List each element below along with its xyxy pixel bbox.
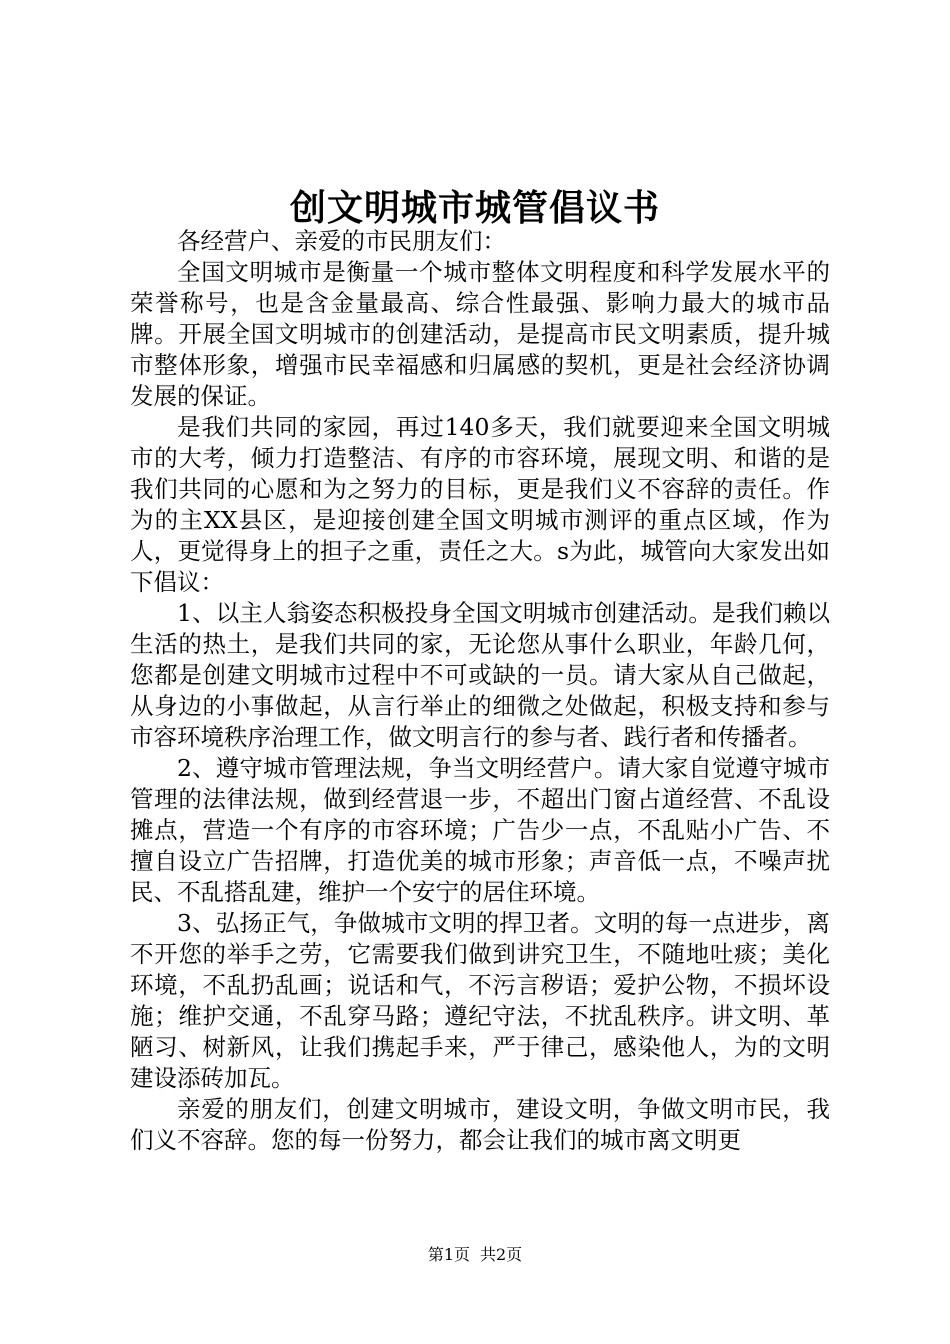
proposal-item-2: 2、遵守城市管理法规，争当文明经营户。请大家自觉遵守城市管理的法律法规，做到经营退一步，不超出门窗占道经营、不乱设摊点，营造一个有序的市容环境；广告少一点，不乱贴小广告、不擅自设立广告招牌，打造优美的城市形象；声音低一点，不噪声扰民、不乱搭乱建，维护一个安宁的居住环境。 — [130, 754, 830, 906]
document-title: 创文明城市城管倡议书 — [289, 187, 660, 229]
document-body — [130, 226, 830, 1156]
page-footer — [0, 1244, 950, 1266]
proposal-item-3: 3、弘扬正气，争做城市文明的捍卫者。文明的每一点进步，离不开您的举手之劳，它需要我们做到讲究卫生，不随地吐痰；美化环境，不乱扔乱画；说话和气，不污言秽语；爱护公物，不损坏设施；维护交通，不乱穿马路；遵纪守法，不扰乱秩序。讲文明、革陋习、树新风，让我们携起手来，严于律己，感染他人，为的文明建设添砖加瓦。 — [130, 909, 830, 1092]
paragraph-closing: 亲爱的朋友们，创建文明城市，建设文明，争做文明市民，我们义不容辞。您的每一份努力，都会让我们的城市离文明更 — [130, 1095, 830, 1154]
page-number: 第1页 — [427, 1245, 470, 1264]
paragraph-intro: 全国文明城市是衡量一个城市整体文明程度和科学发展水平的荣誉称号，也是含金量最高、综合性最强、影响力最大的城市品牌。开展全国文明城市的创建活动，是提高市民文明素质，提升城市整体形象，增强市民幸福感和归属感的契机，更是社会经济协调发展的保证。 — [130, 258, 830, 410]
paragraph-home: 是我们共同的家园，再过140多天，我们就要迎来全国文明城市的大考，倾力打造整洁、有序的市容环境，展现文明、和谐的是我们共同的心愿和为之努力的目标，更是我们义不容辞的责任。作为的主XX县区，是迎接创建全国文明城市测评的重点区域，作为人，更觉得身上的担子之重，责任之大。s为此，城管向大家发出如下倡议： — [130, 413, 830, 596]
greeting-paragraph: 各经营户、亲爱的市民朋友们： — [177, 227, 506, 255]
proposal-item-1: 1、以主人翁姿态积极投身全国文明城市创建活动。是我们赖以生活的热土，是我们共同的家，无论您从事什么职业，年龄几何，您都是创建文明城市过程中不可或缺的一员。请大家从自己做起，从身边的小事做起，从言行举止的细微之处做起，积极支持和参与市容环境秩序治理工作，做文明言行的参与者、践行者和传播者。 — [130, 599, 830, 751]
page-total: 共2页 — [480, 1245, 523, 1264]
